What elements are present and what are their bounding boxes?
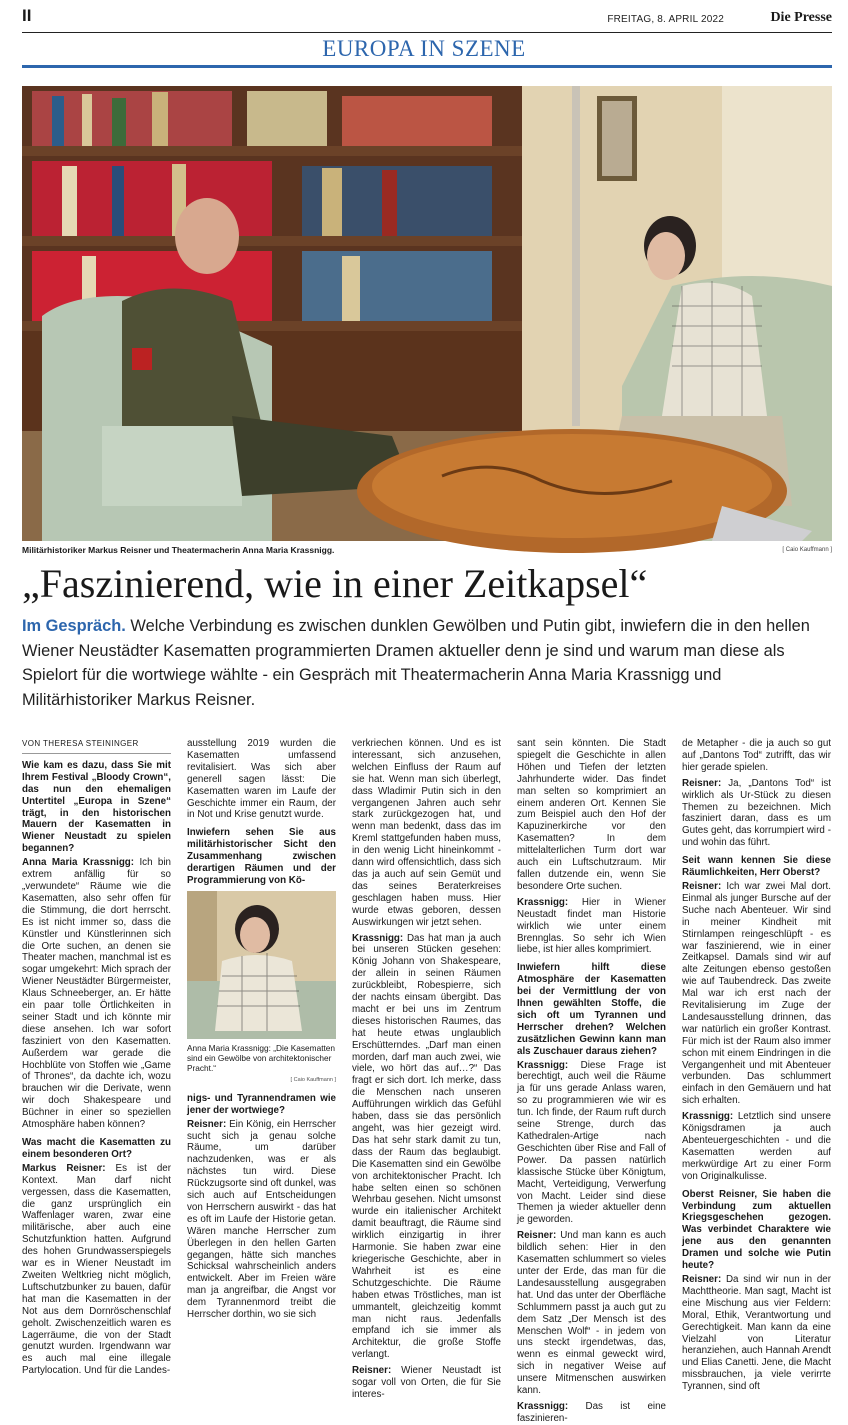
photo-credit: [ Caio Kauffmann ]	[782, 547, 832, 553]
interview-question: Wie kam es dazu, dass Sie mit Ihrem Festival „Bloody Crown“, das nun den ehemaligen Untertitel „Europa in Szene“ trägt, in den historischen Mauern der Kasematten in Wiener Neustadt zu spielen begannen?	[22, 759, 171, 855]
main-photo	[22, 86, 832, 541]
speaker-name: Reisner:	[352, 1365, 392, 1377]
answer-text: ausstellung 2019 wurden die Kasematten umfassend revitalisiert. Was sich aber generell sagen lässt: Die Kasematten waren im Laufe der Geschichte immer ein Raum, der in Not und Krise genutzt wurde.	[187, 738, 336, 821]
answer-text: sant sein könnten. Die Stadt spiegelt die Geschichte in allen Höhen und Tiefen der letzten Jahrhunderte wider. Das findet man selten so komprimiert an einem anderen Ort. Kennen Sie zum Beispiel auch den Hof der Kapuzinerkirche vor den Kasematten? In dem mittelalterlichen Turm dort war auch ein Luftschutzraum. Mir fallen dutzende ein, wenn Sie besondere Orte suchen.	[517, 738, 666, 892]
answer-text: Hier in Wiener Neustadt findet man Historie wirklich wie unter einem Brennglas. So sehr ich Wien liebe, ist hier alles komprimiert.	[517, 896, 666, 956]
interview-answer	[187, 1119, 336, 1321]
interview-question: Oberst Reisner, Sie haben die Verbindung zum aktuellen Kriegsgeschehen gezogen. Was verbindet Charaktere wie jene aus den genannten Dramen und solche wie Putin heute?	[682, 1188, 831, 1272]
answer-text: Und man kann es auch bildlich sehen: Hier in den Kasematten schlummert so vieles unter der Erde, das man für die Landesausstellung ausgegraben hat. Und das unter der Oberfläche Schlummern passt ja auch gut zu dem Satz „Der Mensch ist des Menschen Wolf“ - in jedem von uns steckt irgendetwas, das, wenn es einmal geweckt wird, sich in negativer Weise auf unsere Mitmenschen auswirken kann.	[517, 1230, 666, 1397]
speaker-name: Markus Reisner:	[22, 1162, 106, 1174]
speaker-name: Krassnigg:	[352, 932, 404, 944]
interview-answer	[682, 738, 831, 774]
interview-answer	[517, 897, 666, 957]
interview-answer	[682, 778, 831, 849]
interview-answer	[352, 1365, 501, 1401]
section-rule	[22, 65, 832, 68]
speaker-name: Reisner:	[187, 1118, 227, 1130]
interview-answer	[682, 1111, 831, 1182]
answer-text: Da sind wir nun in der Machttheorie. Man sagt, Macht ist eine Mischung aus vier Feldern: Moral, Ethik, Verantwortung und Gerechtigkeit. Man kann da eine Vielzahl von Literatur heranziehen, auch Hannah Arendt und Elias Canetti. Jene, die Macht missbrauchen, ja viele verirrte Tyrannen, sind oft	[682, 1273, 831, 1393]
inset-caption: Anna Maria Krassnigg: „Die Kasematten sind ein Gewölbe von architektonischer Pracht.“	[187, 1042, 336, 1073]
byline: VON THERESA STEININGER	[22, 738, 171, 754]
interview-answer	[517, 1230, 666, 1397]
column-body	[22, 760, 171, 1377]
answer-text: Es ist der Kontext. Man darf nicht vergessen, dass die Kasematten, die ganz ursprünglich ein Waffenlager waren, zwar eine militärische, aber auch eine Schutzfunktion hatten. Aufgrund des hohen Grundwasserspiegels war es in Wiener Neustadt im Zweiten Weltkrieg nicht möglich, Luftschutzbunker zu bauen, dafür hat man die Kasematten in der Not aus dem Dornröschenschlaf geholt. Zwischenzeitlich waren es Lagerräume, die von der Stadt genutzt wurden. Irgendwann war es auch mal eine illegale Partylocation. Und für die Landes-	[22, 1162, 171, 1377]
answer-text: de Metapher - die ja auch so gut auf „Dantons Tod“ zutrifft, das wir hier gerade spielen.	[682, 738, 831, 773]
article-column-5	[682, 738, 831, 1393]
interview-question: Seit wann kennen Sie diese Räumlichkeiten, Herr Oberst?	[682, 855, 831, 879]
speaker-name: Reisner:	[682, 880, 722, 892]
page-header	[22, 6, 832, 28]
answer-text: Ich war zwei Mal dort. Einmal als junger Bursche auf der Suche nach Abenteuer. Wir sind in meiner Kindheit mit Stirnlampen reingeschlüpft - es war faszinierend, wie in einer Zeitkapsel. Damals sind wir auf alte Zeitungen ebenso gestoßen wie auf Taubendreck. Das zweite Mal war ich erst nach der Revitalisierung im Zuge der Landesausstellung drinnen, das war natürlich ein großer Kontrast. Für mich ist der Raum also immer schon mit einem Eindringen in die Vergangenheit und mit Abenteuer verbunden. Das schlummert einfach in den Gemäuern und hat sich erhalten.	[682, 880, 831, 1107]
interview-answer	[517, 738, 666, 893]
speaker-name: Krassnigg:	[517, 896, 569, 908]
answer-text: Ein König, ein Herrscher sucht sich ja genau solche Räume, um darüber nachzudenken, was er als nächstes tun wird. Diese Rückzugsorte sind oft dunkel, was sich auch auf Entscheidungen von Herrschern auswirkt - das hat es oft im Laufe der Historie getan. Wären manche Herrscher zum Überlegen in den hellen Garten gegangen, hätte sich manches Schicksal wahrscheinlich anders entwickelt. Aber im Freien wäre man ja angreifbar, die Angst vor dem Tyrannenmord treibt die Herrscher dorthin, wo sie sich	[187, 1118, 336, 1321]
photo-caption: Militärhistoriker Markus Reisner und Theatermacherin Anna Maria Krassnigg.	[22, 545, 335, 555]
lead-paragraph	[22, 614, 830, 712]
lead-kicker: Im Gespräch.	[22, 617, 126, 635]
interview-answer	[682, 881, 831, 1107]
column-body	[517, 738, 666, 1425]
newspaper-logo: Die Presse	[770, 10, 832, 25]
answer-text: Das ist eine faszinieren-	[517, 1400, 666, 1424]
answer-text: Wiener Neustadt ist sogar voll von Orten, die für Sie interes-	[352, 1365, 501, 1400]
lead-text: Welche Verbindung es zwischen dunklen Gewölben und Putin gibt, inwiefern die in den hellen Wiener Neustädter Kasematten programmierten Dramen aktueller denn je sind und warum man diese als Spielort für die wortwiege wählte - ein Gespräch mit Theatermacherin Anna Maria Krassnigg und Militärhistoriker Markus Reisner.	[22, 617, 810, 709]
column-body	[352, 738, 501, 1401]
interview-answer	[22, 1163, 171, 1377]
speaker-name: Krassnigg:	[517, 1059, 569, 1071]
interview-answer	[22, 857, 171, 1131]
header-rule	[22, 32, 832, 33]
article-column-2	[187, 738, 336, 1321]
interview-answer	[517, 1060, 666, 1227]
interview-question: nigs- und Tyrannendramen wie jener der wortwiege?	[187, 1092, 336, 1116]
answer-text: Ja, „Dantons Tod“ ist wirklich als Ur-Stück zu diesen Themen zu bezeichnen. Mich fasziniert daran, dass es um Gutes geht, das korrumpiert wird - und wohin das führt.	[682, 777, 831, 849]
speaker-name: Reisner:	[682, 777, 722, 789]
issue-date: FREITAG, 8. APRIL 2022	[607, 14, 724, 25]
interview-answer	[187, 738, 336, 821]
answer-text: Diese Frage ist berechtigt, auch weil die Räume ja für uns gerade Anlass waren, so zu programmieren wie wir es tun. Ich finde, der Raum ruft durch seine Strenge, durch das Kathedralen-Artige nach Geschichten über Rise and Fall of Power. Da passen natürlich klassische Stücke über Königtum, Macht, Verteidigung, Verwerfung von Macht. Leider sind diese Themen ja wieder aktueller denn je geworden.	[517, 1059, 666, 1226]
inset-photo	[187, 891, 336, 1039]
answer-text: Das hat man ja auch bei unseren Stücken gesehen: König Johann von Shakespeare, der allein in seinen Räumen zurückbleibt, Robespierre, sich der nachts einsam übergibt. Das macht er bei uns im Zentrum dieses historischen Raumes, das hat heute etwas unglaublich Erschütterndes. „Darf man einen morden, darf man auch zwei, wie viele, wo hört das auf…?“ Das fragt er sich dort. Ich merke, dass die Menschen nach unseren Aufführungen wirklich das Gefühl haben, dass sie das persönlich angeht, was hier gezeigt wird. Das hat sehr stark damit zu tun, dass der Raum das beglaubigt. Die Kasematten sind ein Gewölbe von architektonischer Pracht. Ich habe selten einen so schönen Wehrbau gesehen. Nicht umsonst wurde ein italienischer Architekt damit beauftragt, die Räume sind wirklich einzigartig in ihrer Harmonie. Sie haben zwar eine kriegerische Geschichte, aber in Wahrheit ist es eine Schutzgeschichte. Die Räume haben etwas Tröstliches, man ist ummantelt, gleichzeitig kommt man nicht raus. Jedenfalls empfand ich sie immer als Architektur, die große Stoffe verlangt.	[352, 932, 501, 1361]
article-column-3	[352, 738, 501, 1400]
page-marker: II	[22, 6, 32, 25]
answer-text: Ich bin extrem anfällig für so „verwundete“ Räume wie die Kasematten, also sehr offen für die Stimmung, die dort herrscht. Es ist nicht immer so, dass die Künstler und Künstlerinnen sich die Orte suchen, an denen sie Theater machen, manchmal ist es sogar umgekehrt: Mich sprach der Wiener Neustädter Bürgermeister, Klaus Schneeberger, an. Er hätte ein paar tolle Örtlichkeiten in seiner Stadt und ich könnte mir diese ansehen. Ich war sofort fasziniert von den Kasematten. Außerdem war gerade die Hochblüte von Stoffen wie „Game of Thrones“, da dachte ich, wozu brauchen wir die Derivate, wenn wir doch Shakespeare und Büchner in einer so speziellen Atmosphäre haben können?	[22, 857, 172, 1131]
column-body	[682, 738, 831, 1393]
article-column-4	[517, 738, 666, 1424]
interview-question: Inwiefern hilft diese Atmosphäre der Kasematten bei der Vermittlung der von Ihnen gewählten Stoffe, die sich oft um Tyrannen und Herrscher drehen? Welchen zusätzlichen Gewinn kann man als Zuschauer daraus ziehen?	[517, 962, 666, 1057]
inset-credit: [ Caio Kauffmann ]	[290, 1076, 336, 1083]
speaker-name: Anna Maria Krassnigg:	[22, 857, 135, 869]
speaker-name: Reisner:	[517, 1230, 557, 1242]
interview-question: Was macht die Kasematten zu einem besonderen Ort?	[22, 1137, 171, 1160]
speaker-name: Krassnigg:	[517, 1400, 569, 1412]
column-body	[187, 738, 336, 887]
section-title: EUROPA IN SZENE	[322, 36, 526, 61]
headline: „Faszinierend, wie in einer Zeitkapsel“	[22, 561, 648, 606]
column-body	[187, 1093, 336, 1321]
answer-text: Letztlich sind unsere Königsdramen ja auch Abenteuergeschichten - und die Kasematten werden auf merkwürdige Art zu einer Form von Originalkulisse.	[682, 1111, 831, 1182]
article-column-1	[22, 738, 172, 1377]
interview-answer	[352, 738, 501, 929]
interview-question: Inwiefern sehen Sie aus militärhistorischer Sicht den Zusammenhang zwischen derartigen Räumen und der Programmierung von Kö-	[187, 827, 336, 886]
interview-answer	[682, 1274, 831, 1393]
speaker-name: Krassnigg:	[682, 1111, 734, 1123]
answer-text: verkriechen können. Und es ist interessant, sich anzusehen, welchen Einfluss der Raum auf sie hat. Wenn man sich überlegt, dass Wladimir Putin sich in den vergangenen Jahren auch sehr stark zurückgezogen hat, und wenn man bedenkt, dass das im Kreml stattgefunden haben muss, in den wenig Licht hineinkommt - dann wird offensichtlich, dass sich das ja auch auf sein Gemüt und das seines Beraterkreises geschlagen haben muss. Hier wurde etwas geboren, dessen Auswirkungen wir jetzt sehen.	[352, 738, 501, 928]
speaker-name: Reisner:	[682, 1273, 722, 1285]
interview-answer	[517, 1401, 666, 1425]
interview-answer	[352, 933, 501, 1362]
